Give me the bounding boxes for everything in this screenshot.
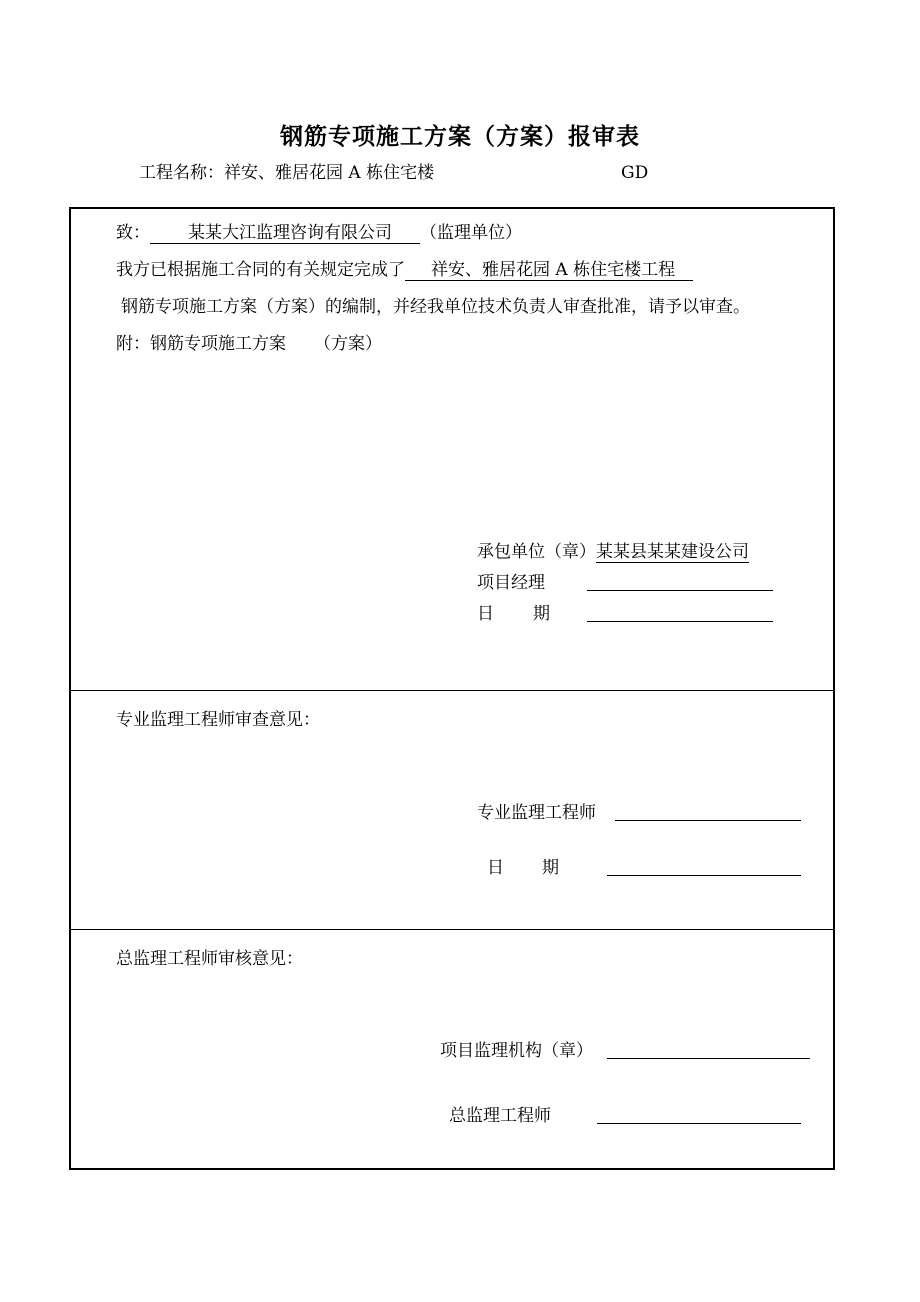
completion-line bbox=[116, 259, 693, 281]
to-prefix: 致： bbox=[116, 223, 150, 243]
page-title: 钢筋专项施工方案（方案）报审表 bbox=[280, 123, 640, 150]
org-seal-blank bbox=[607, 1040, 810, 1059]
project-name-line bbox=[139, 162, 434, 184]
completion-project: 祥安、雅居花园 A 栋住宅楼工程 bbox=[405, 260, 693, 281]
row-divider-2 bbox=[69, 929, 835, 930]
row-divider-1 bbox=[69, 690, 835, 691]
attachment-line bbox=[116, 333, 382, 355]
contractor-line bbox=[477, 541, 749, 563]
attachment-suffix: （方案） bbox=[314, 334, 382, 354]
chief-opinion-heading: 总监理工程师审核意见： bbox=[116, 949, 303, 969]
supervisor-company: 某某大江监理咨询有限公司 bbox=[150, 223, 420, 244]
manager-signature-blank bbox=[587, 572, 773, 591]
project-name: 祥安、雅居花园 A 栋住宅楼 bbox=[224, 163, 435, 183]
manager-label: 项目经理 bbox=[477, 573, 545, 593]
date-blank-1 bbox=[587, 603, 773, 622]
date-label-2-b: 期 bbox=[542, 858, 559, 878]
date-label-1-b: 期 bbox=[533, 604, 550, 624]
to-suffix: （监理单位） bbox=[420, 223, 522, 243]
engineer-opinion-heading: 专业监理工程师审查意见： bbox=[116, 710, 320, 730]
chief-engineer-label: 总监理工程师 bbox=[449, 1106, 551, 1126]
completion-prefix: 我方已根据施工合同的有关规定完成了 bbox=[116, 260, 405, 280]
engineer-label: 专业监理工程师 bbox=[477, 803, 596, 823]
contractor-label: 承包单位（章） bbox=[477, 542, 596, 562]
date-label-2-a: 日 bbox=[487, 858, 504, 878]
addressee-line bbox=[116, 222, 522, 244]
date-label-1-a: 日 bbox=[477, 604, 494, 624]
date-blank-2 bbox=[607, 857, 801, 876]
org-label: 项目监理机构（章） bbox=[440, 1041, 593, 1061]
engineer-signature-blank bbox=[615, 802, 801, 821]
project-code: GD bbox=[621, 163, 649, 183]
chief-signature-blank bbox=[597, 1105, 801, 1124]
project-label: 工程名称： bbox=[139, 163, 224, 183]
contractor-name: 某某县某某建设公司 bbox=[596, 542, 749, 562]
attachment-label: 附：钢筋专项施工方案 bbox=[116, 334, 286, 354]
statement-line: 钢筋专项施工方案（方案）的编制，并经我单位技术负责人审查批准，请予以审查。 bbox=[121, 297, 750, 317]
